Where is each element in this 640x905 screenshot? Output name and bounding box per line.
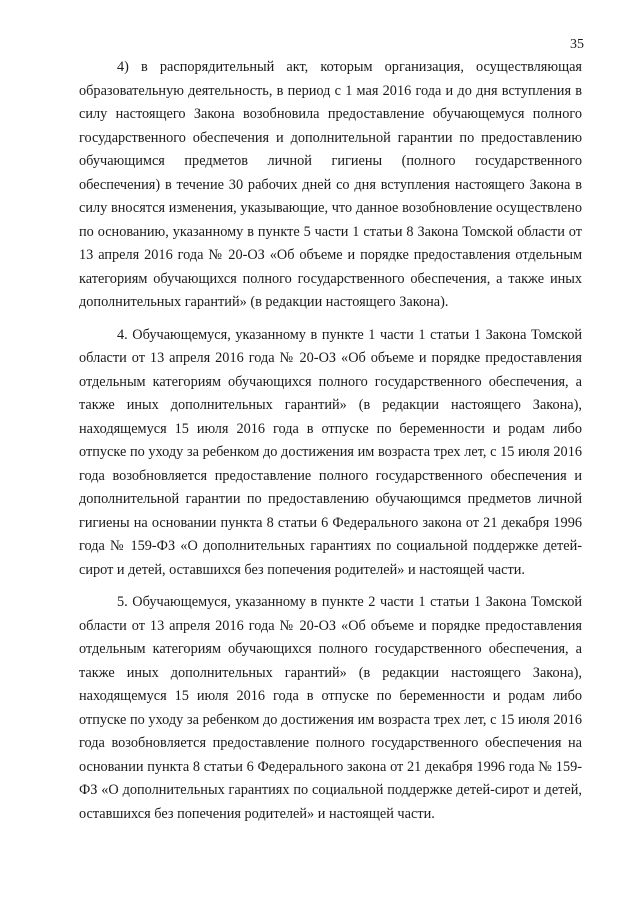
paragraph-item-4: 4) в распорядительный акт, которым организация, осуществляющая образовательную деятельность, в период с 1 мая 2016 года и до дня вступления в силу настоящего Закона возобновила предоставление обучающемуся полного государственного обеспечения и дополнительной гарантии по предоставлению обучающимся предметов личной гигиены (полного государственного обеспечения) в течение 30 рабочих дней со дня вступления настоящего Закона в силу вносятся изменения, указывающие, что данное возобновление осуществлено по основанию, указанному в пункте 5 части 1 статьи 8 Закона Томской области от 13 апреля 2016 года № 20-ОЗ «Об объеме и порядке предоставления отдельным категориям обучающихся полного государственного обеспечения, а также иных дополнительных гарантий» (в редакции настоящего Закона). (79, 59, 582, 310)
page-number: 35 (570, 37, 584, 52)
document-body (79, 56, 582, 826)
paragraph-part-5: 5. Обучающемуся, указанному в пункте 2 части 1 статьи 1 Закона Томской области от 13 апреля 2016 года № 20-ОЗ «Об объеме и порядке предоставления отдельным категориям обучающихся полного государственного обеспечения, а также иных дополнительных гарантий» (в редакции настоящего Закона), находящемуся 15 июля 2016 года в отпуске по беременности и родам либо отпуске по уходу за ребенком до достижения им возраста трех лет, с 15 июля 2016 года возобновляется предоставление полного государственного обеспечения на основании пункта 8 статьи 6 Федерального закона от 21 декабря 1996 года № 159-ФЗ «О дополнительных гарантиях по социальной поддержке детей-сирот и детей, оставшихся без попечения родителей» и настоящей части. (79, 594, 582, 822)
paragraph-part-4: 4. Обучающемуся, указанному в пункте 1 части 1 статьи 1 Закона Томской области от 13 апреля 2016 года № 20-ОЗ «Об объеме и порядке предоставления отдельным категориям обучающихся полного государственного обеспечения, а также иных дополнительных гарантий» (в редакции настоящего Закона), находящемуся 15 июля 2016 года в отпуске по беременности и родам либо отпуске по уходу за ребенком до достижения им возраста трех лет, с 15 июля 2016 года возобновляется предоставление полного государственного обеспечения и дополнительной гарантии по предоставлению обучающимся предметов личной гигиены на основании пункта 8 статьи 6 Федерального закона от 21 декабря 1996 года № 159-ФЗ «О дополнительных гарантиях по социальной поддержке детей-сирот и детей, оставшихся без попечения родителей» и настоящей части. (79, 326, 582, 578)
